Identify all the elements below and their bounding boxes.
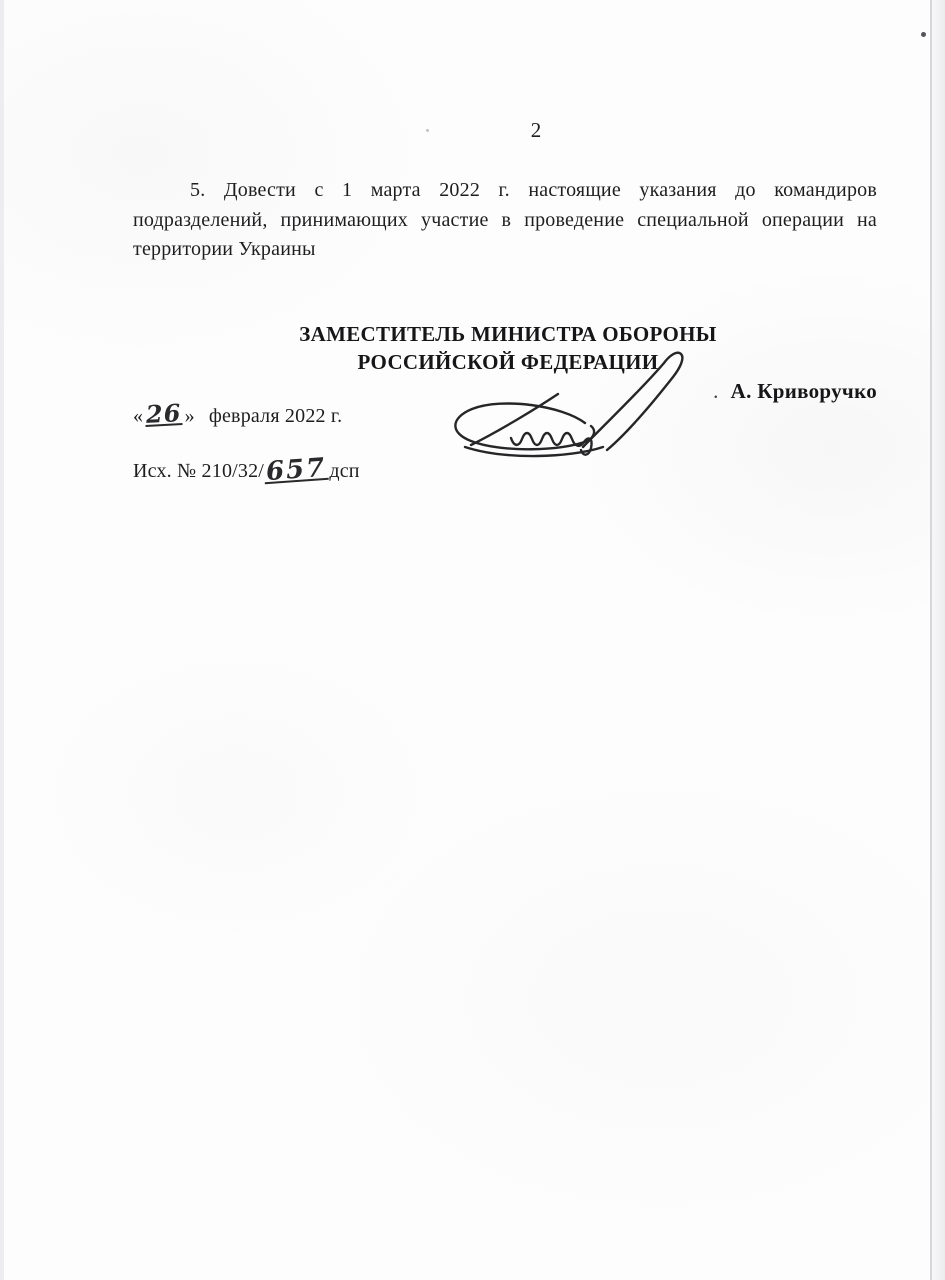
date-line bbox=[133, 398, 343, 429]
handwritten-day: 26 bbox=[145, 398, 183, 429]
paragraph-line: подразделений, принимающих участие в проведение специальной операции на bbox=[133, 208, 877, 231]
ref-suffix: дсп bbox=[329, 460, 360, 482]
scan-right-gutter bbox=[932, 0, 945, 1280]
body-paragraph bbox=[133, 176, 877, 265]
signatory-title-line1: ЗАМЕСТИТЕЛЬ МИНИСТРА ОБОРОНЫ bbox=[299, 322, 717, 346]
paragraph-line: 5. Довести с 1 марта 2022 г. настоящие указания до командиров bbox=[190, 179, 877, 201]
signer-name: А. Криворучко bbox=[730, 379, 877, 403]
scan-left-edge-shade bbox=[0, 0, 4, 1280]
paragraph-line: территории Украины bbox=[133, 238, 316, 260]
ref-prefix: Исх. № 210/32/ bbox=[133, 460, 265, 482]
signatory-title-line2: РОССИЙСКОЙ ФЕДЕРАЦИИ bbox=[357, 350, 659, 374]
close-guillemet: » bbox=[184, 405, 195, 427]
date-text: февраля 2022 г. bbox=[208, 405, 343, 427]
handwritten-ref-number: 657 bbox=[265, 452, 328, 488]
outgoing-ref-line bbox=[133, 452, 360, 488]
handwritten-signature-icon bbox=[445, 346, 700, 464]
scan-artifact-dot bbox=[921, 32, 926, 37]
open-guillemet: « bbox=[133, 405, 144, 427]
signer-name-line bbox=[600, 379, 877, 404]
page-number: 2 bbox=[530, 118, 542, 142]
scan-artifact-speck bbox=[426, 129, 429, 132]
signer-dot: . bbox=[713, 379, 719, 403]
